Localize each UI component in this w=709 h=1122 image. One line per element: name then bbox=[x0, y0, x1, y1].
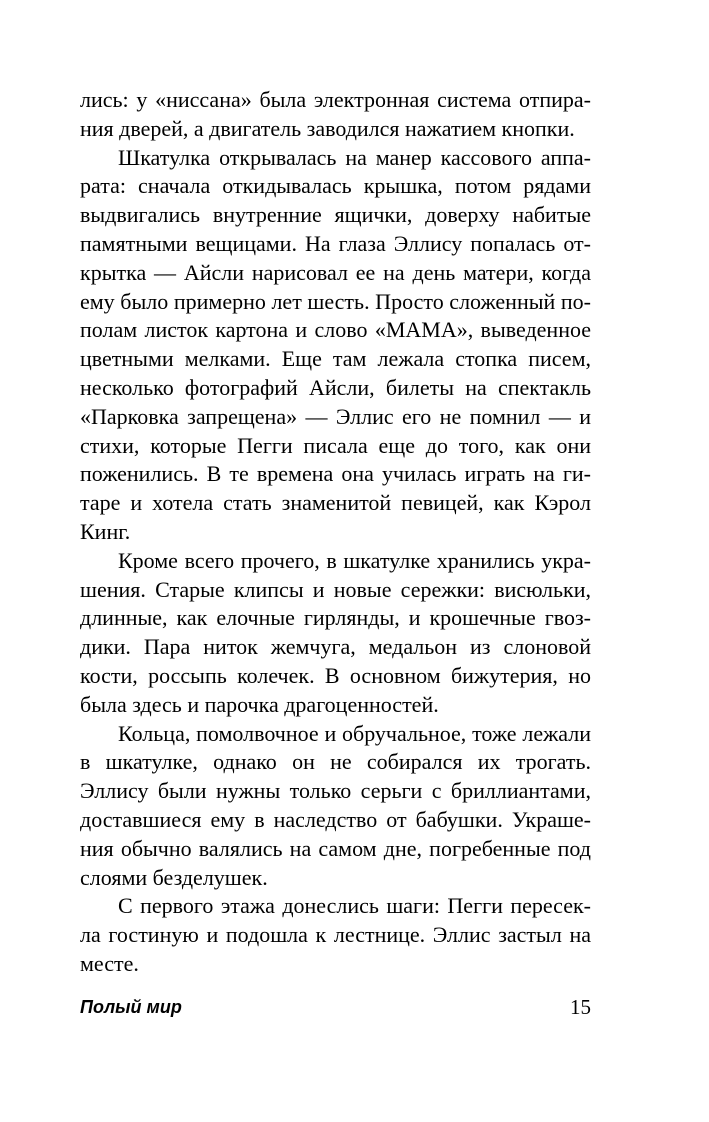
running-title: Полый мир bbox=[80, 997, 182, 1017]
paragraph: С первого этажа донеслись шаги: Пегги пересекла гостиную и подошла к лестнице. Эллис застыл на месте. bbox=[80, 893, 591, 976]
page-footer bbox=[80, 992, 591, 1022]
paragraph: Кольца, помолвочное и обручальное, тоже лежали в шкатулке, однако он не собирался их трогать. Эллису были нужны только серьги с бриллиантами, доставшиеся ему в наследство от бабушки. Украшения обычно валялись на самом дне, погребенные под слоями безделушек. bbox=[80, 720, 591, 890]
paragraph: Шкатулка открывалась на манер кассового аппарата: сначала откидывалась крышка, потом рядами выдвигались внутренние ящички, доверху набитые памятными вещицами. На глаза Эллису попалась открытка — Айсли нарисовал ее на день матери, когда ему было примерно лет шесть. Просто сложенный пополам листок картона и слово «МАМА», выведенное цветными мелками. Еще там лежала стопка писем, несколько фотографий Айсли, билеты на спектакль «Парковка запрещена» — Эллис его не помнил — и стихи, которые Пегги писала еще до того, как они поженились. В те времена она училась играть на гитаре и хотела стать знаменитой певицей, как Кэрол Кинг. bbox=[80, 144, 591, 544]
paragraph: Кроме всего прочего, в шкатулке хранились украшения. Старые клипсы и новые сережки: висюльки, длинные, как елочные гирлянды, и крошечные гвоздики. Пара ниток жемчуга, медальон из слоновой кости, россыпь колечек. В основном бижутерия, но была здесь и парочка драгоценностей. bbox=[80, 547, 591, 717]
page-number: 15 bbox=[570, 995, 591, 1019]
paragraph: лись: у «ниссана» была электронная система отпирания дверей, а двигатель заводился нажатием кнопки. bbox=[80, 87, 591, 141]
page-body bbox=[80, 86, 591, 979]
